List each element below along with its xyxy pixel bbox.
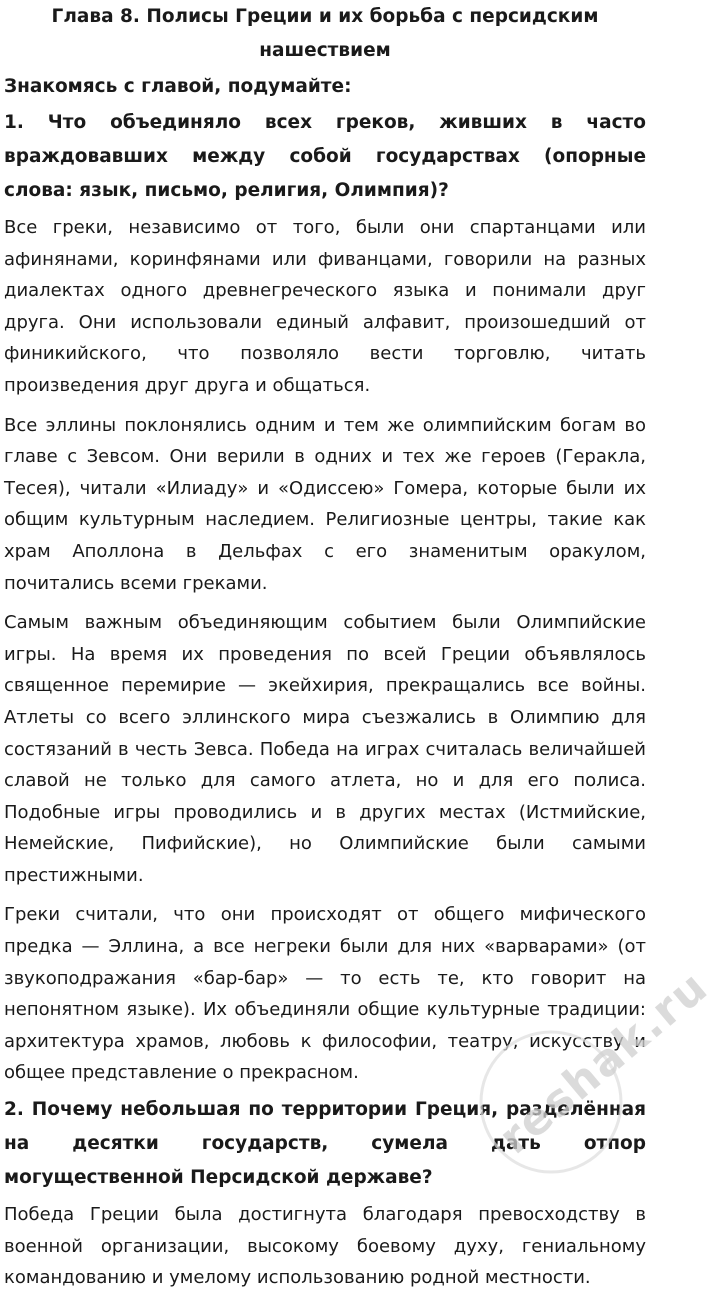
lead-prompt: Знакомясь с главой, подумайте: — [4, 76, 352, 97]
question-2: 2. Почему небольшая по территории Греция, разделённая на десятки государств, сумела дать отпор могущественной Персидской державе? — [4, 1099, 646, 1189]
answer-1-paragraph-1: Все греки, независимо от того, были они спартанцами или афинянами, коринфянами или фиванцами, говорили на разных диалектах одного древнегреческого языка и понимали друг друга. Они использовали единый алфавит, произошедший от финикийского, что позволяло вести торговлю, читать произведения друг друга и общаться. — [4, 217, 646, 396]
question-1: 1. Что объединяло всех греков, живших в часто враждовавших между собой государствах (опорные слова: язык, письмо, религия, Олимпия)? — [4, 112, 646, 201]
answer-2-paragraph-1: Победа Греции была достигнута благодаря превосходству в военной организации, высокому боевому духу, гениальному командованию и умелому использованию родной местности. — [4, 1204, 646, 1289]
chapter-title: Глава 8. Полисы Греции и их борьба с персидским нашествием — [51, 6, 599, 61]
answer-1-paragraph-4: Греки считали, что они происходят от общего мифического предка — Эллина, а все негреки были для них «варварами» (от звукоподражания «бар-бар» — то есть те, кто говорит на непонятном языке). Их объединяли общие культурные традиции: архитектура храмов, любовь к философии, театру, искусству и общее представление о прекрасном. — [4, 904, 646, 1084]
answer-1-paragraph-3: Самым важным объединяющим событием были Олимпийские игры. На время их проведения по всей Греции объявлялось священное перемирие — экейхирия, прекращались все войны. Атлеты со всего эллинского мира съезжались в Олимпию для состязаний в честь Зевса. Победа на играх считалась величайшей славой не только для самого атлета, но и для его полиса. Подобные игры проводились и в других местах (Истмийские, Немейские, Пифийские), но Олимпийские были самыми престижными. — [4, 612, 646, 886]
watermark-text: reshak.ru — [489, 960, 718, 1165]
answer-1-paragraph-2: Все эллины поклонялись одним и тем же олимпийским богам во главе с Зевсом. Они верили в одних и тех же героев (Геракла, Тесея), читали «Илиаду» и «Одиссею» Гомера, которые были их общим культурным наследием. Религиозные центры, такие как храм Аполлона в Дельфах с его знаменитым оракулом, почитались всеми греками. — [4, 414, 646, 594]
